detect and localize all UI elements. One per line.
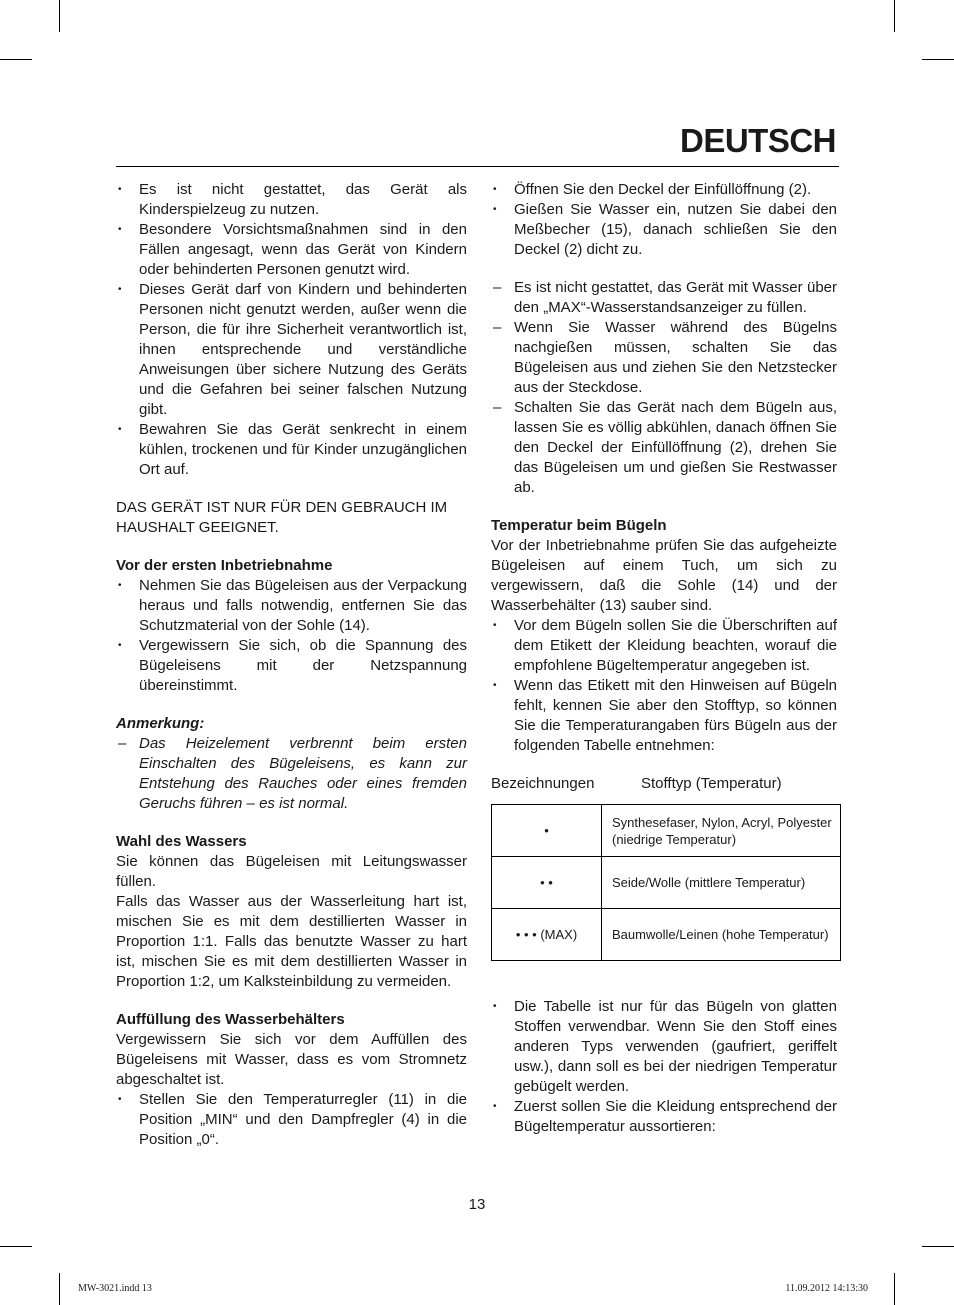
footer-timestamp: 11.09.2012 14:13:30 bbox=[785, 1283, 868, 1294]
filling-bullet-list bbox=[116, 1090, 467, 1150]
table-cell-description: Seide/Wolle (mittlere Temperatur) bbox=[602, 857, 841, 909]
list-item: • Zuerst sollen Sie die Kleidung entsprechend der Bügeltemperatur aussortieren: bbox=[491, 1097, 837, 1137]
page-title: DEUTSCH bbox=[679, 122, 836, 159]
list-item: • Vor dem Bügeln sollen Sie die Überschriften auf dem Etikett der Kleidung beachten, worauf die empfohlene Bügeltemperatur angegeben ist. bbox=[491, 616, 837, 676]
right-column bbox=[491, 180, 837, 1137]
list-item: • Dieses Gerät darf von Kindern und behinderten Personen nicht genutzt werden, außer wenn die Person, die für ihre Sicherheit verantwortlich ist, ihnen entsprechende und verständliche Anweisungen über sichere Nutzung des Geräts und die Gefahren bei seiner falschen Nutzung gibt. bbox=[116, 280, 467, 420]
list-item: • Öffnen Sie den Deckel der Einfüllöffnung (2). bbox=[491, 180, 837, 200]
list-item: • Es ist nicht gestattet, das Gerät als Kinderspielzeug zu nutzen. bbox=[116, 180, 467, 220]
paragraph: Sie können das Bügeleisen mit Leitungswasser füllen. bbox=[116, 853, 467, 890]
crop-mark bbox=[0, 59, 32, 60]
crop-mark bbox=[922, 59, 954, 60]
table-cell-symbol: • • bbox=[492, 857, 602, 909]
crop-mark bbox=[922, 1246, 954, 1247]
table-cell-symbol: • • • (MAX) bbox=[492, 909, 602, 961]
list-item: • Nehmen Sie das Bügeleisen aus der Verpackung heraus und falls notwendig, entfernen Sie das Schutzmaterial von der Sohle (14). bbox=[116, 576, 467, 636]
paragraph: Vor der Inbetriebnahme prüfen Sie das aufgeheizte Bügeleisen auf einem Tuch, um sich zu vergewissern, daß die Sohle (14) und der Wasserbehälter (13) sauber sind. bbox=[491, 537, 837, 614]
title-divider bbox=[116, 166, 839, 167]
table-cell-description: Synthesefaser, Nylon, Acryl, Polyester (niedrige Temperatur) bbox=[602, 805, 841, 857]
table-row bbox=[492, 909, 841, 961]
list-item: • Wenn das Etikett mit den Hinweisen auf Bügeln fehlt, kennen Sie aber den Stofftyp, so können Sie die Temperaturangaben fürs Bügeln aus der folgenden Tabelle entnehmen: bbox=[491, 676, 837, 756]
crop-mark bbox=[894, 1273, 895, 1305]
list-item: • Die Tabelle ist nur für das Bügeln von glatten Stoffen verwendbar. Wenn Sie den Stoff eines anderen Typs verwenden (gaufriert, geriffelt usw.), dann soll es bei der niedrigen Temperatur gebügelt werden. bbox=[491, 997, 837, 1097]
table-header-fabric: Stofftyp (Temperatur) bbox=[641, 775, 782, 792]
table-cell-symbol: • bbox=[492, 805, 602, 857]
list-item: – Wenn Sie Wasser während des Bügelns nachgießen müssen, schalten Sie das Bügeleisen aus und ziehen Sie den Netzstecker aus der Steckdose. bbox=[491, 318, 837, 398]
temperature-bullet-list bbox=[491, 616, 837, 756]
list-item: • Bewahren Sie das Gerät senkrecht in einem kühlen, trockenen und für Kinder unzugänglichen Ort auf. bbox=[116, 420, 467, 480]
list-item: • Stellen Sie den Temperaturregler (11) in die Position „MIN“ und den Dampfregler (4) in die Position „0“. bbox=[116, 1090, 467, 1150]
list-item: • Gießen Sie Wasser ein, nutzen Sie dabei den Meßbecher (15), danach schließen Sie den Deckel (2) dicht zu. bbox=[491, 200, 837, 260]
left-column bbox=[116, 180, 467, 1150]
table-caption bbox=[491, 774, 837, 794]
note-list bbox=[116, 734, 467, 814]
paragraph: Falls das Wasser aus der Wasserleitung hart ist, mischen Sie es mit dem destillierten Wasser in Proportion 1:1. Falls das benutzte Wasser zu hart ist, mischen Sie es mit dem destillierten Wasser in Proportion 1:2, um Kalksteinbildung zu vermeiden. bbox=[116, 893, 467, 990]
footer-file-name: MW-3021.indd 13 bbox=[78, 1283, 152, 1294]
list-item: – Schalten Sie das Gerät nach dem Bügeln aus, lassen Sie es völlig abkühlen, danach öffnen Sie den Deckel der Einfüllöffnung (2), drehen Sie das Bügeleisen um und gießen Sie Restwasser ab. bbox=[491, 398, 837, 498]
section-heading-temperature: Temperatur beim Bügeln bbox=[491, 517, 667, 534]
warning-list bbox=[491, 278, 837, 498]
temperature-table bbox=[491, 804, 841, 961]
list-item: • Vergewissern Sie sich, ob die Spannung des Bügeleisens mit der Netzspannung übereinstimmt. bbox=[116, 636, 467, 696]
list-item: – Es ist nicht gestattet, das Gerät mit Wasser über den „MAX“-Wasserstandsanzeiger zu füllen. bbox=[491, 278, 837, 318]
paragraph: Vergewissern Sie sich vor dem Auffüllen des Bügeleisens mit Wasser, dass es vom Stromnetz abgeschaltet ist. bbox=[116, 1031, 467, 1088]
crop-mark bbox=[59, 0, 60, 32]
table-header-symbol: Bezeichnungen bbox=[491, 775, 595, 792]
section-heading-first-use: Vor der ersten Inbetriebnahme bbox=[116, 557, 333, 574]
household-notice: DAS GERÄT IST NUR FÜR DEN GEBRAUCH IM HAUSHALT GEEIGNET. bbox=[116, 499, 448, 536]
crop-mark bbox=[894, 0, 895, 32]
section-heading-water-choice: Wahl des Wassers bbox=[116, 833, 247, 850]
list-item: • Besondere Vorsichtsmaßnahmen sind in den Fällen angesagt, wenn das Gerät von Kindern oder behinderten Personen genutzt wird. bbox=[116, 220, 467, 280]
crop-mark bbox=[0, 1246, 32, 1247]
note-heading: Anmerkung: bbox=[116, 715, 205, 732]
page-number: 13 bbox=[468, 1196, 486, 1213]
crop-mark bbox=[59, 1273, 60, 1305]
first-use-bullet-list bbox=[116, 576, 467, 696]
intro-bullet-list bbox=[116, 180, 467, 480]
table-cell-description: Baumwolle/Leinen (hohe Temperatur) bbox=[602, 909, 841, 961]
table-row bbox=[492, 805, 841, 857]
closing-bullet-list bbox=[491, 997, 837, 1137]
fill-bullet-list bbox=[491, 180, 837, 260]
table-row bbox=[492, 857, 841, 909]
section-heading-filling: Auffüllung des Wasserbehälters bbox=[116, 1011, 345, 1028]
note-text: – Das Heizelement verbrennt beim ersten Einschalten des Bügeleisens, es kann zur Entstehung des Rauches oder eines fremden Geruchs führen – es ist normal. bbox=[116, 734, 467, 814]
